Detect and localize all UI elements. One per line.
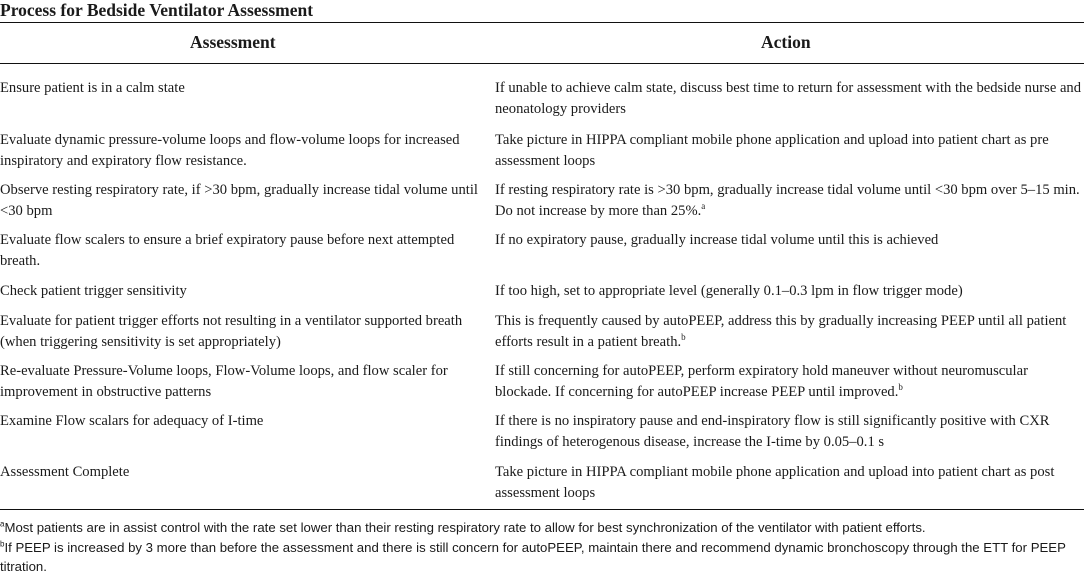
footnote-a [0, 518, 1084, 537]
assessment-cell: Re-evaluate Pressure-Volume loops, Flow-Volume loops, and flow scaler for improvement in obstructive patterns [0, 363, 448, 400]
action-text: If unable to achieve calm state, discuss best time to return for assessment with the bedside nurse and neonatology providers [495, 80, 1082, 117]
action-text: If no expiratory pause, gradually increase tidal volume until this is achieved [495, 232, 939, 248]
assessment-cell: Assessment Complete [0, 464, 130, 480]
action-text: This is frequently caused by autoPEEP, address this by gradually increasing PEEP until all patient efforts result in a patient breath. [495, 313, 1067, 350]
assessment-cell: Examine Flow scalars for adequacy of I-time [0, 413, 264, 429]
assessment-cell: Observe resting respiratory rate, if >30 bpm, gradually increase tidal volume until <30 bpm [0, 182, 478, 219]
footnote-marker: a [701, 200, 706, 211]
action-cell [495, 311, 1084, 352]
action-cell [495, 180, 1084, 221]
footnote-marker: b [898, 381, 903, 392]
footnote-b [0, 538, 1084, 576]
footnote-mark: a [0, 519, 5, 529]
action-cell [495, 411, 1084, 452]
assessment-cell: Check patient trigger sensitivity [0, 283, 187, 299]
footnote-mark: b [0, 539, 5, 549]
table-top-rule [0, 22, 1084, 23]
action-text: Take picture in HIPPA compliant mobile phone application and upload into patient chart as post assessment loops [495, 464, 1055, 501]
action-text: If resting respiratory rate is >30 bpm, gradually increase tidal volume until <30 bpm over 5–15 min. Do not increase by more than 25%. [495, 182, 1080, 219]
action-cell [495, 462, 1084, 503]
action-cell [495, 281, 1084, 302]
assessment-cell: Evaluate dynamic pressure-volume loops and flow-volume loops for increased inspiratory and expiratory flow resistance. [0, 132, 460, 169]
table-title: Process for Bedside Ventilator Assessment [0, 0, 314, 20]
footnote-marker: b [681, 331, 686, 342]
column-header-assessment: Assessment [190, 32, 276, 52]
action-text: Take picture in HIPPA compliant mobile phone application and upload into patient chart as pre assessment loops [495, 132, 1049, 169]
assessment-cell: Ensure patient is in a calm state [0, 80, 185, 96]
header-rule [0, 63, 1084, 64]
action-text: If still concerning for autoPEEP, perform expiratory hold maneuver without neuromuscular blockade. If concerning for autoPEEP increase PEEP until improved. [495, 363, 1028, 400]
action-cell [495, 130, 1084, 171]
action-cell [495, 230, 1084, 251]
assessment-cell: Evaluate for patient trigger efforts not resulting in a ventilator supported breath (when triggering sensitivity is set appropriately) [0, 313, 463, 350]
action-cell [495, 361, 1084, 402]
footnote-text: Most patients are in assist control with the rate set lower than their resting respiratory rate to allow for best synchronization of the ventilator with patient efforts. [4, 520, 926, 535]
footnote-text: If PEEP is increased by 3 more than before the assessment and there is still concern for autoPEEP, maintain there and recommend dynamic bronchoscopy through the ETT for PEEP titration. [0, 540, 1066, 574]
action-text: If too high, set to appropriate level (generally 0.1–0.3 lpm in flow trigger mode) [495, 283, 963, 299]
table-bottom-rule [0, 509, 1084, 510]
column-header-action: Action [761, 32, 811, 52]
action-text: If there is no inspiratory pause and end-inspiratory flow is still significantly positive with CXR findings of heterogenous disease, increase the I-time by 0.05–0.1 s [495, 413, 1050, 450]
assessment-cell: Evaluate flow scalers to ensure a brief expiratory pause before next attempted breath. [0, 232, 455, 269]
action-cell [495, 78, 1084, 119]
